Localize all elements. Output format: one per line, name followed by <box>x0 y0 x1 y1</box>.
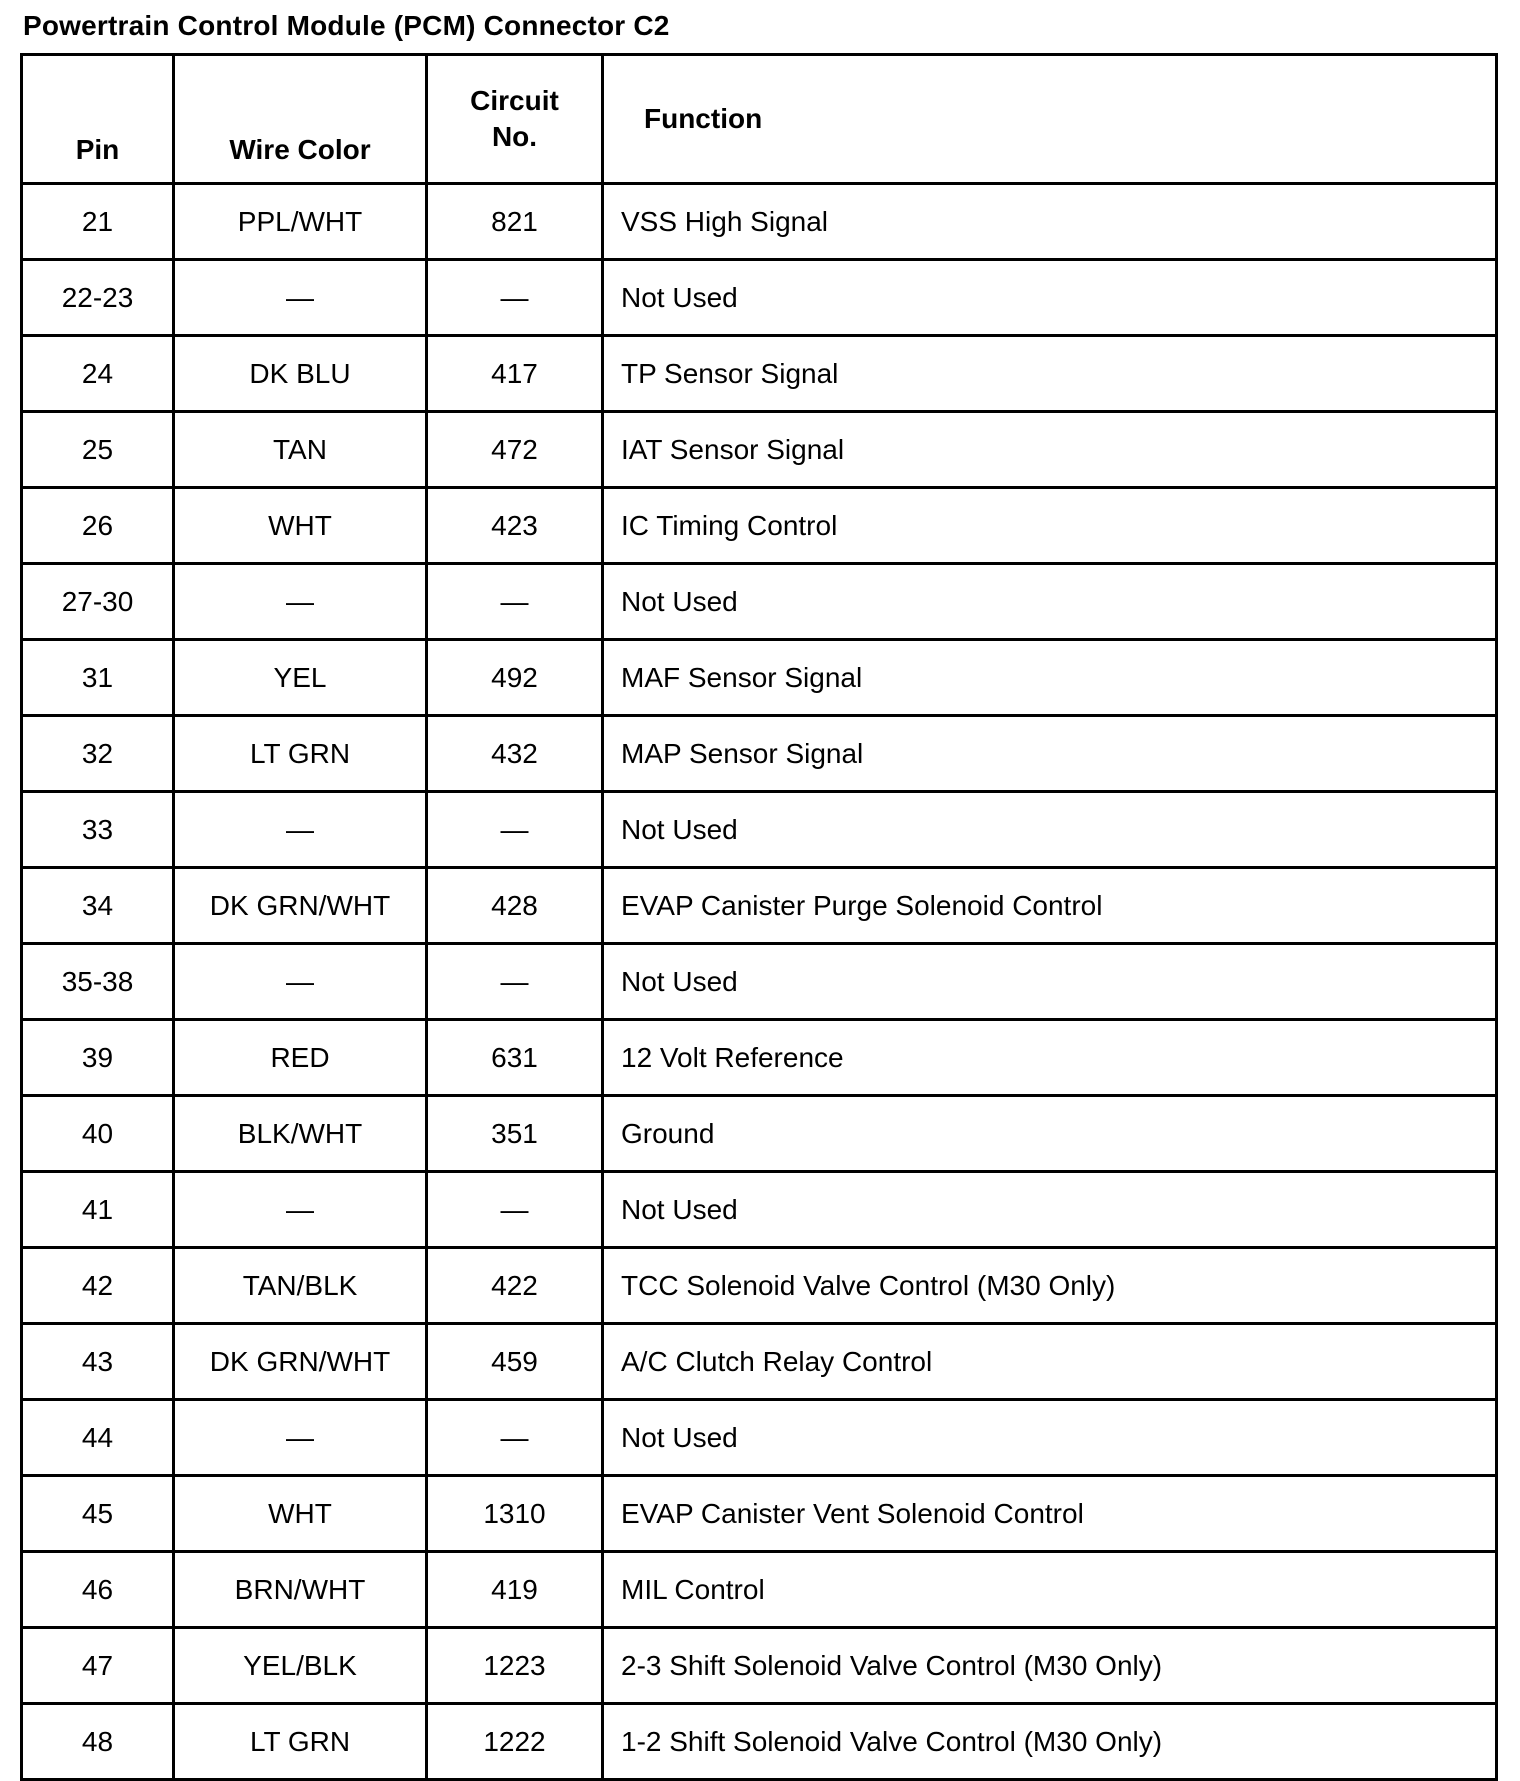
table-row <box>22 184 1497 260</box>
table-row <box>22 1324 1497 1400</box>
cell-function: IC Timing Control <box>603 488 1497 564</box>
cell-wire-color: — <box>174 1400 427 1476</box>
cell-wire-color: LT GRN <box>174 1704 427 1780</box>
cell-pin: 42 <box>22 1248 174 1324</box>
cell-pin: 21 <box>22 184 174 260</box>
table-row <box>22 1552 1497 1628</box>
header-circuit-line2: No. <box>491 121 538 152</box>
cell-function: 1-2 Shift Solenoid Valve Control (M30 Only) <box>603 1704 1497 1780</box>
table-row <box>22 1704 1497 1780</box>
cell-wire-color: TAN/BLK <box>174 1248 427 1324</box>
cell-wire-color: WHT <box>174 1476 427 1552</box>
cell-function: Not Used <box>603 260 1497 336</box>
table-row <box>22 1020 1497 1096</box>
table-row <box>22 792 1497 868</box>
cell-function: 12 Volt Reference <box>603 1020 1497 1096</box>
cell-pin: 48 <box>22 1704 174 1780</box>
cell-pin: 25 <box>22 412 174 488</box>
cell-function: TCC Solenoid Valve Control (M30 Only) <box>603 1248 1497 1324</box>
header-pin: Pin <box>22 55 174 184</box>
cell-pin: 24 <box>22 336 174 412</box>
cell-function: IAT Sensor Signal <box>603 412 1497 488</box>
cell-circuit-no: 631 <box>427 1020 603 1096</box>
cell-circuit-no: 459 <box>427 1324 603 1400</box>
cell-function: TP Sensor Signal <box>603 336 1497 412</box>
cell-function: VSS High Signal <box>603 184 1497 260</box>
cell-pin: 40 <box>22 1096 174 1172</box>
table-row <box>22 260 1497 336</box>
cell-circuit-no: 821 <box>427 184 603 260</box>
connector-pin-table <box>20 53 1498 1781</box>
cell-wire-color: DK GRN/WHT <box>174 1324 427 1400</box>
cell-function: Not Used <box>603 944 1497 1020</box>
cell-pin: 22-23 <box>22 260 174 336</box>
table-body <box>22 184 1497 1780</box>
cell-circuit-no: 1222 <box>427 1704 603 1780</box>
cell-pin: 43 <box>22 1324 174 1400</box>
cell-circuit-no: 417 <box>427 336 603 412</box>
cell-pin: 27-30 <box>22 564 174 640</box>
table-row <box>22 1400 1497 1476</box>
cell-wire-color: BLK/WHT <box>174 1096 427 1172</box>
table-row <box>22 488 1497 564</box>
table-row <box>22 640 1497 716</box>
cell-function: EVAP Canister Vent Solenoid Control <box>603 1476 1497 1552</box>
cell-pin: 32 <box>22 716 174 792</box>
table-header-row <box>22 55 1497 184</box>
cell-function: MIL Control <box>603 1552 1497 1628</box>
cell-circuit-no: — <box>427 564 603 640</box>
cell-circuit-no: 492 <box>427 640 603 716</box>
cell-wire-color: DK GRN/WHT <box>174 868 427 944</box>
cell-pin: 33 <box>22 792 174 868</box>
cell-function: MAP Sensor Signal <box>603 716 1497 792</box>
table-row <box>22 412 1497 488</box>
cell-circuit-no: 423 <box>427 488 603 564</box>
table-row <box>22 1172 1497 1248</box>
cell-circuit-no: 432 <box>427 716 603 792</box>
cell-pin: 46 <box>22 1552 174 1628</box>
cell-wire-color: — <box>174 564 427 640</box>
cell-circuit-no: 1223 <box>427 1628 603 1704</box>
cell-pin: 31 <box>22 640 174 716</box>
cell-function: Not Used <box>603 1400 1497 1476</box>
table-row <box>22 868 1497 944</box>
cell-function: 2-3 Shift Solenoid Valve Control (M30 Only) <box>603 1628 1497 1704</box>
table-row <box>22 1628 1497 1704</box>
cell-function: EVAP Canister Purge Solenoid Control <box>603 868 1497 944</box>
table-row <box>22 336 1497 412</box>
cell-circuit-no: 351 <box>427 1096 603 1172</box>
cell-wire-color: YEL/BLK <box>174 1628 427 1704</box>
cell-function: MAF Sensor Signal <box>603 640 1497 716</box>
cell-circuit-no: 472 <box>427 412 603 488</box>
cell-wire-color: TAN <box>174 412 427 488</box>
cell-pin: 34 <box>22 868 174 944</box>
cell-pin: 45 <box>22 1476 174 1552</box>
cell-wire-color: WHT <box>174 488 427 564</box>
cell-circuit-no: 428 <box>427 868 603 944</box>
header-wire-color: Wire Color <box>174 55 427 184</box>
cell-pin: 39 <box>22 1020 174 1096</box>
cell-circuit-no: — <box>427 260 603 336</box>
cell-function: A/C Clutch Relay Control <box>603 1324 1497 1400</box>
header-function: Function <box>603 55 1497 184</box>
cell-wire-color: — <box>174 944 427 1020</box>
cell-circuit-no: — <box>427 1400 603 1476</box>
cell-function: Ground <box>603 1096 1497 1172</box>
cell-wire-color: YEL <box>174 640 427 716</box>
cell-pin: 47 <box>22 1628 174 1704</box>
page-title: Powertrain Control Module (PCM) Connector C2 <box>23 10 670 41</box>
table-row <box>22 1476 1497 1552</box>
cell-wire-color: — <box>174 260 427 336</box>
cell-pin: 41 <box>22 1172 174 1248</box>
table-row <box>22 716 1497 792</box>
cell-wire-color: LT GRN <box>174 716 427 792</box>
cell-wire-color: RED <box>174 1020 427 1096</box>
cell-pin: 44 <box>22 1400 174 1476</box>
cell-wire-color: BRN/WHT <box>174 1552 427 1628</box>
cell-function: Not Used <box>603 1172 1497 1248</box>
table-row <box>22 564 1497 640</box>
cell-circuit-no: 422 <box>427 1248 603 1324</box>
header-circuit-no <box>427 55 603 184</box>
cell-circuit-no: 1310 <box>427 1476 603 1552</box>
cell-circuit-no: — <box>427 944 603 1020</box>
cell-wire-color: — <box>174 792 427 868</box>
cell-function: Not Used <box>603 792 1497 868</box>
cell-circuit-no: — <box>427 1172 603 1248</box>
header-circuit-line1: Circuit <box>470 84 559 116</box>
cell-circuit-no: 419 <box>427 1552 603 1628</box>
cell-pin: 26 <box>22 488 174 564</box>
cell-function: Not Used <box>603 564 1497 640</box>
cell-circuit-no: — <box>427 792 603 868</box>
cell-pin: 35-38 <box>22 944 174 1020</box>
cell-wire-color: PPL/WHT <box>174 184 427 260</box>
table-row <box>22 944 1497 1020</box>
cell-wire-color: — <box>174 1172 427 1248</box>
table-row <box>22 1248 1497 1324</box>
table-row <box>22 1096 1497 1172</box>
cell-wire-color: DK BLU <box>174 336 427 412</box>
